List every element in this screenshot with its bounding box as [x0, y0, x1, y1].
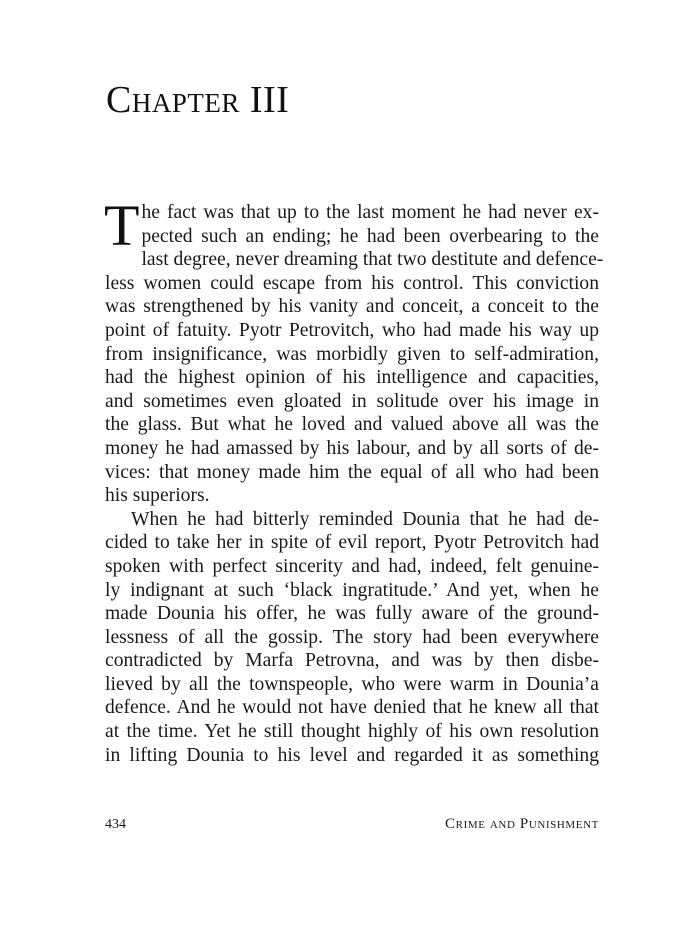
- page-footer: [105, 816, 599, 833]
- text-line: had the highest opinion of his intelligence and capacities,: [105, 367, 599, 389]
- text-line: in lifting Dounia to his level and regarded it as something: [105, 744, 599, 766]
- text-line: cided to take her in spite of evil report, Pyotr Petrovitch had: [105, 532, 599, 554]
- text-line: money he had amassed by his labour, and by all sorts of de-: [105, 437, 599, 459]
- paragraph-1: [104, 193, 604, 508]
- text-line: spoken with perfect sincerity and had, indeed, felt genuine-: [105, 555, 599, 577]
- text-line: lessness of all the gossip. The story had been everywhere: [105, 626, 599, 648]
- text-line: contradicted by Marfa Petrovna, and was by then disbe-: [105, 650, 599, 672]
- text-line: the glass. But what he loved and valued above all was the: [105, 414, 599, 436]
- text-line: lieved by all the townspeople, who were warm in Dounia’a: [105, 673, 599, 695]
- text-line: defence. And he would not have denied that he knew all that: [105, 697, 599, 719]
- text-line: pected such an ending; he had been overbearing to the: [141, 225, 599, 247]
- text-line: When he had bitterly reminded Dounia that he had de-: [131, 508, 599, 530]
- text-line: and sometimes even gloated in solitude over his image in: [105, 390, 599, 412]
- text-line: point of fatuity. Pyotr Petrovitch, who had made his way up: [105, 319, 599, 341]
- running-title: Crime and Punishment: [445, 816, 599, 832]
- text-line: less women could escape from his control. This conviction: [105, 272, 599, 294]
- text-line: his superiors.: [105, 485, 210, 507]
- drop-cap: T: [104, 193, 140, 258]
- text-line: ly indignant at such ‘black ingratitude.’ And yet, when he: [105, 579, 599, 601]
- text-line: was strengthened by his vanity and conceit, a conceit to the: [105, 296, 599, 318]
- chapter-title: Chapter III: [106, 79, 290, 121]
- page-number: 434: [105, 817, 126, 832]
- text-line: last degree, never dreaming that two destitute and defence-: [141, 249, 604, 271]
- body-text: [104, 193, 604, 767]
- text-line: from insignificance, was morbidly given to self-admiration,: [105, 343, 599, 365]
- text-line: at the time. Yet he still thought highly of his own resolution: [105, 721, 599, 743]
- text-line: he fact was that up to the last moment he had never ex-: [141, 202, 599, 223]
- text-line: made Dounia his offer, he was fully aware of the ground-: [105, 603, 599, 625]
- text-line: vices: that money made him the equal of all who had been: [105, 461, 599, 483]
- paragraph-2: [105, 508, 599, 768]
